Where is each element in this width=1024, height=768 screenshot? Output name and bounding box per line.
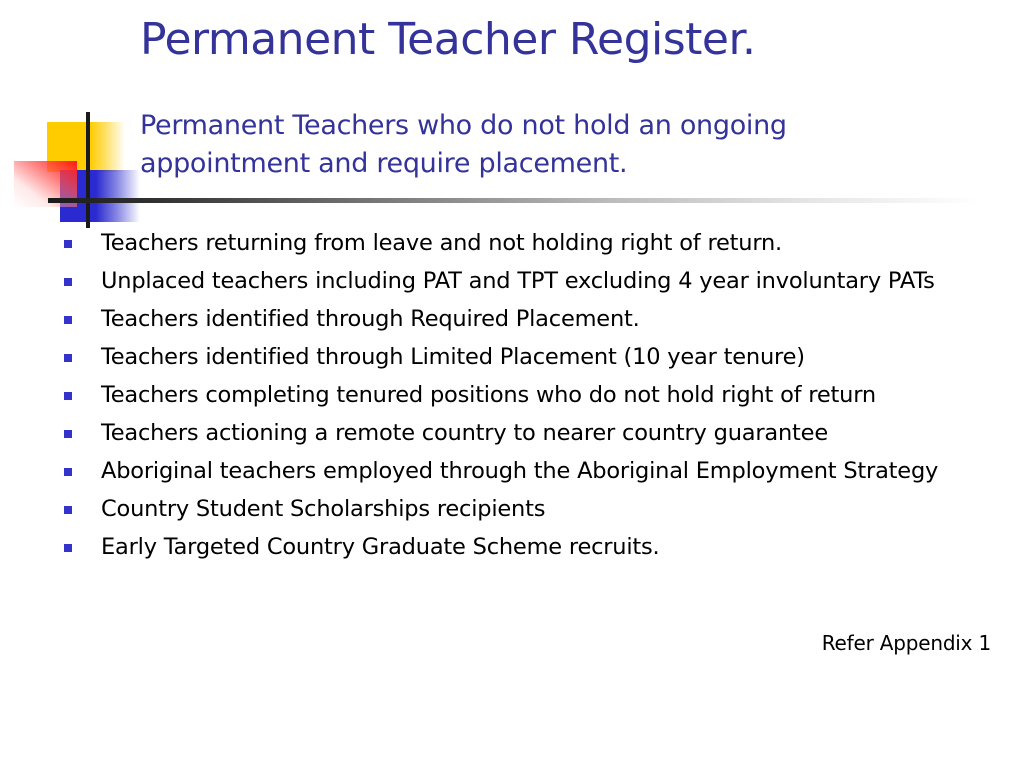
- bullet-item: [0, 380, 1024, 410]
- bullet-text: Early Targeted Country Graduate Scheme recruits.: [101, 534, 660, 560]
- square-bullet-icon: [64, 430, 72, 438]
- bullet-item: [0, 532, 1024, 562]
- bullet-text: Unplaced teachers including PAT and TPT excluding 4 year involuntary PATs: [101, 268, 935, 294]
- bullet-item: [0, 304, 1024, 334]
- bullet-text: Aboriginal teachers employed through the Aboriginal Employment Strategy: [101, 458, 939, 484]
- square-bullet-icon: [64, 316, 72, 324]
- square-bullet-icon: [64, 544, 72, 552]
- bullet-text: Teachers completing tenured positions who do not hold right of return: [101, 382, 876, 408]
- bullet-text: Teachers identified through Required Placement.: [101, 306, 640, 332]
- square-bullet-icon: [64, 240, 72, 248]
- square-bullet-icon: [64, 278, 72, 286]
- title-divider-line: [48, 198, 983, 203]
- bullet-text: Teachers returning from leave and not holding right of return.: [101, 230, 782, 256]
- bullet-item: [0, 494, 1024, 524]
- bullet-item: [0, 456, 1024, 486]
- bullet-text: Teachers identified through Limited Placement (10 year tenure): [101, 344, 805, 370]
- bullet-text: Teachers actioning a remote country to nearer country guarantee: [101, 420, 828, 446]
- square-bullet-icon: [64, 392, 72, 400]
- bullet-list: [0, 228, 1024, 570]
- slide-title: Permanent Teacher Register.: [140, 14, 756, 65]
- bullet-item: [0, 266, 1024, 296]
- vertical-line-decoration: [86, 112, 90, 228]
- bullet-item: [0, 228, 1024, 258]
- square-bullet-icon: [64, 506, 72, 514]
- appendix-reference: Refer Appendix 1: [821, 631, 991, 655]
- square-bullet-icon: [64, 468, 72, 476]
- square-bullet-icon: [64, 354, 72, 362]
- bullet-text: Country Student Scholarships recipients: [101, 496, 546, 522]
- bullet-item: [0, 418, 1024, 448]
- bullet-item: [0, 342, 1024, 372]
- slide-subtitle: Permanent Teachers who do not hold an ongoing appointment and require placement.: [140, 110, 787, 179]
